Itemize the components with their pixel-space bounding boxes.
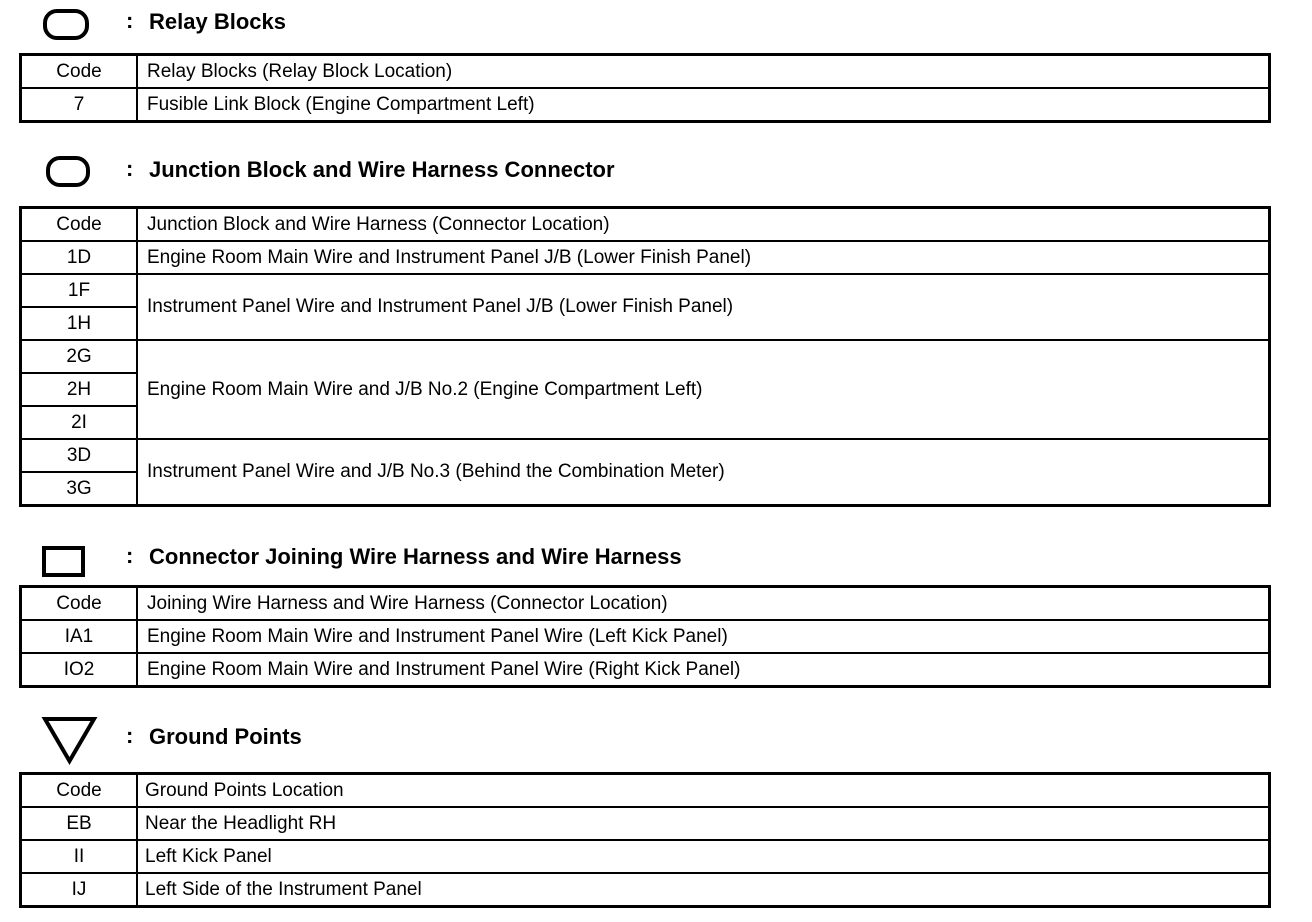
table-row xyxy=(21,274,1270,307)
table-row xyxy=(21,840,1270,873)
table-header-row xyxy=(21,587,1270,621)
code-cell: IA1 xyxy=(21,620,138,653)
table-header-row xyxy=(21,208,1270,242)
location-header: Joining Wire Harness and Wire Harness (Connector Location) xyxy=(137,587,1270,621)
location-cell: Near the Headlight RH xyxy=(137,807,1270,840)
location-cell: Left Side of the Instrument Panel xyxy=(137,873,1270,907)
code-header: Code xyxy=(21,55,138,89)
code-cell: 1H xyxy=(21,307,138,340)
code-cell: II xyxy=(21,840,138,873)
code-cell: 3D xyxy=(21,439,138,472)
location-cell: Engine Room Main Wire and Instrument Panel J/B (Lower Finish Panel) xyxy=(137,241,1270,274)
code-cell: IJ xyxy=(21,873,138,907)
location-header: Ground Points Location xyxy=(137,774,1270,808)
location-header: Junction Block and Wire Harness (Connector Location) xyxy=(137,208,1270,242)
table-header-row xyxy=(21,774,1270,808)
location-cell: Instrument Panel Wire and J/B No.3 (Behind the Combination Meter) xyxy=(137,439,1270,506)
location-cell: Fusible Link Block (Engine Compartment Left) xyxy=(137,88,1270,122)
location-cell: Left Kick Panel xyxy=(137,840,1270,873)
code-cell: EB xyxy=(21,807,138,840)
code-header: Code xyxy=(21,774,138,808)
code-cell: 2H xyxy=(21,373,138,406)
table-row xyxy=(21,88,1270,122)
triangle-down-icon xyxy=(41,714,99,766)
section-colon: : xyxy=(126,156,134,181)
rounded-rect-icon xyxy=(45,155,93,189)
code-cell: IO2 xyxy=(21,653,138,687)
table-row xyxy=(21,807,1270,840)
table-row xyxy=(21,653,1270,687)
section-title: Junction Block and Wire Harness Connector xyxy=(149,157,615,182)
ground-points-table xyxy=(19,772,1271,908)
table-row xyxy=(21,340,1270,373)
code-header: Code xyxy=(21,208,138,242)
table-row xyxy=(21,620,1270,653)
table-row xyxy=(21,439,1270,472)
location-cell: Engine Room Main Wire and Instrument Panel Wire (Right Kick Panel) xyxy=(137,653,1270,687)
section-title: Ground Points xyxy=(149,724,302,749)
location-header: Relay Blocks (Relay Block Location) xyxy=(137,55,1270,89)
code-cell: 3G xyxy=(21,472,138,506)
connector-joining-table xyxy=(19,585,1271,688)
section-colon: : xyxy=(126,543,134,568)
table-row xyxy=(21,241,1270,274)
table-header-row xyxy=(21,55,1270,89)
junction-block-table xyxy=(19,206,1271,507)
section-title: Connector Joining Wire Harness and Wire Harness xyxy=(149,544,682,569)
section-title: Relay Blocks xyxy=(149,9,286,34)
code-header: Code xyxy=(21,587,138,621)
table-row xyxy=(21,873,1270,907)
location-cell: Instrument Panel Wire and Instrument Panel J/B (Lower Finish Panel) xyxy=(137,274,1270,340)
section-colon: : xyxy=(126,8,134,33)
rounded-rect-icon xyxy=(42,8,92,42)
code-cell: 2G xyxy=(21,340,138,373)
code-cell: 1F xyxy=(21,274,138,307)
section-colon: : xyxy=(126,723,134,748)
code-cell: 7 xyxy=(21,88,138,122)
square-icon xyxy=(41,545,87,579)
relay-blocks-table xyxy=(19,53,1271,123)
location-cell: Engine Room Main Wire and Instrument Panel Wire (Left Kick Panel) xyxy=(137,620,1270,653)
code-cell: 2I xyxy=(21,406,138,439)
location-cell: Engine Room Main Wire and J/B No.2 (Engine Compartment Left) xyxy=(137,340,1270,439)
code-cell: 1D xyxy=(21,241,138,274)
